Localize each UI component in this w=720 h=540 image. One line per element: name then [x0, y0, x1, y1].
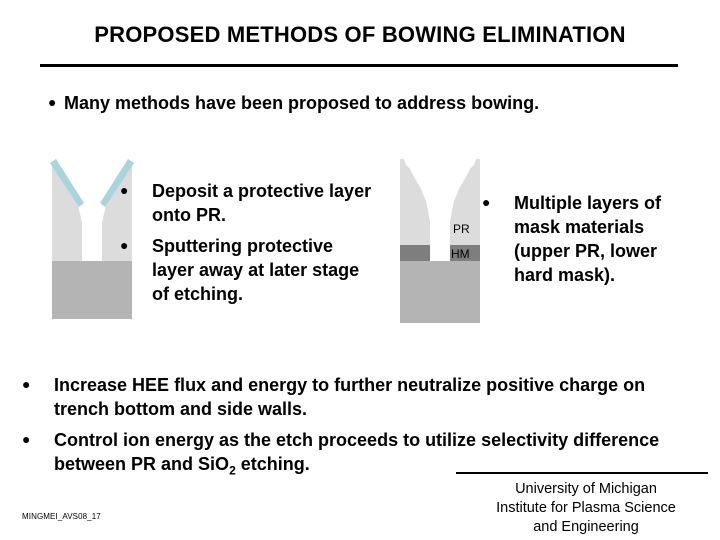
lower-bullet-text: Increase HEE flux and energy to further neutralize positive charge on trench bottom and side walls. [54, 375, 646, 419]
bullet-icon: ● [22, 376, 31, 392]
subscript-two: 2 [229, 463, 236, 478]
page-title: PROPOSED METHODS OF BOWING ELIMINATION [94, 22, 626, 47]
bullet-icon: ● [22, 431, 31, 447]
intro-bullet [48, 90, 539, 115]
substrate-block [400, 261, 480, 323]
affiliation [456, 480, 716, 537]
lower-bullet-text-end: etching. [235, 454, 310, 474]
right-bullet-item [482, 190, 698, 287]
affiliation-line: Institute for Plasma Science [496, 500, 676, 516]
footer-rule [456, 472, 708, 474]
bullet-icon: ● [48, 94, 57, 110]
multilayer-mask-diagram [396, 155, 486, 325]
bullet-icon: ● [120, 237, 129, 253]
lower-bullet-text: Control ion energy as the etch proceeds to utilize selectivity difference between PR and Si [54, 430, 660, 474]
lower-bullet-text-o: O [215, 454, 230, 474]
affiliation-line: University of Michigan [515, 481, 657, 497]
substrate-block [52, 261, 132, 319]
bullet-icon: ● [120, 182, 129, 198]
slide-code: MINGMEI_AVS08_17 [22, 512, 101, 521]
intro-text: Many methods have been proposed to address bowing. [64, 93, 540, 113]
bullet-icon: ● [482, 194, 491, 210]
pr-left-pillar [400, 159, 430, 245]
lower-bullet-item [22, 372, 698, 421]
lower-bullet-item [22, 427, 698, 483]
right-bullet-text: Multiple layers of mask materials (upper PR, lower hard mask). [514, 193, 662, 285]
left-bullet-item [120, 233, 376, 306]
left-bullet-list [120, 178, 376, 312]
left-bullet-text: Deposit a protective layer onto PR. [152, 181, 372, 225]
title-underline [40, 64, 678, 67]
hm-label: HM [451, 247, 470, 261]
left-bullet-text: Sputtering protective layer away at later stage of etching. [152, 236, 360, 304]
pr-label: PR [453, 222, 470, 236]
affiliation-line: and Engineering [533, 519, 639, 535]
right-bullet-list [482, 190, 698, 287]
left-bullet-item [120, 178, 376, 227]
hard-mask-left [400, 245, 430, 261]
